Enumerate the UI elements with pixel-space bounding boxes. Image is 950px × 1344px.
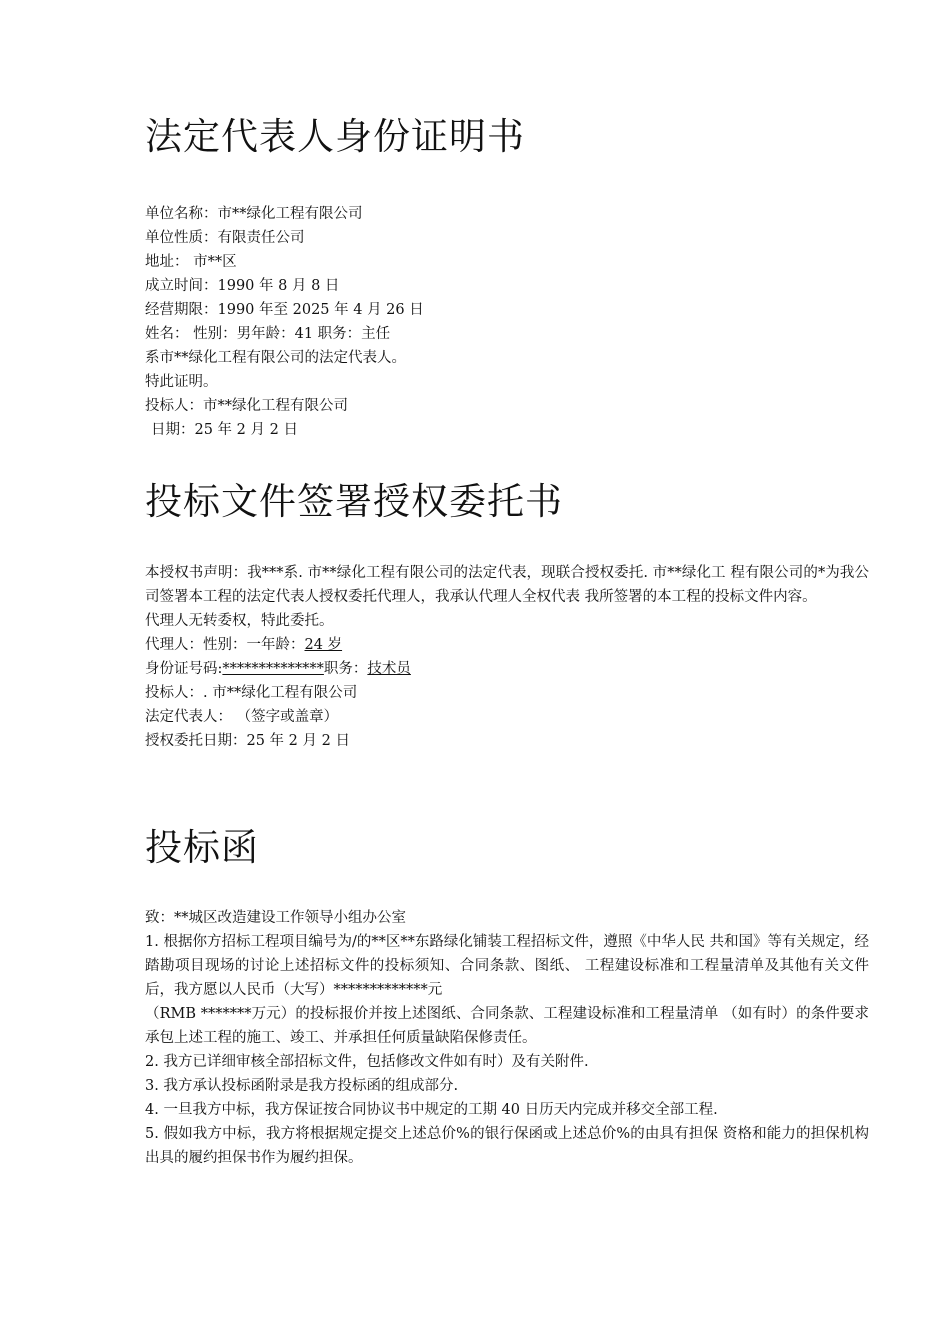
- bid-letter-body: [145, 906, 869, 1170]
- bid-item-5: 5. 假如我方中标，我方将根据规定提交上述总价%的银行保函或上述总价%的由具有担保 资格和能力的担保机构出具的履约担保书作为履约担保。: [145, 1126, 869, 1166]
- agent-info-label: 代理人：性别：一年龄：: [145, 637, 305, 653]
- id-number-value: **************: [222, 661, 324, 677]
- person-info-line: 姓名： 性别：男年龄：41 职务：主任: [145, 326, 391, 342]
- authorization-bidder-line: 投标人：. 市**绿化工程有限公司: [145, 685, 358, 701]
- addressee-line: 致：**城区改造建设工作领导小组办公室: [145, 910, 406, 926]
- authorization-date-line: 授权委托日期：25 年 2 月 2 日: [145, 733, 350, 749]
- bid-item-4: 4. 一旦我方中标，我方保证按合同协议书中规定的工期 40 日历天内完成并移交全部工程.: [145, 1102, 718, 1118]
- legal-rep-certificate-body: [145, 202, 869, 442]
- agent-info-line: [145, 633, 869, 657]
- authorization-letter-title: 投标文件签署授权委托书: [145, 480, 563, 523]
- certify-line: 特此证明。: [145, 374, 218, 390]
- founded-line: 成立时间：1990 年 8 月 8 日: [145, 278, 340, 294]
- authorization-letter-body: [145, 561, 869, 753]
- duty-value: 技术员: [367, 661, 411, 677]
- company-type-line: 单位性质：有限责任公司: [145, 230, 305, 246]
- legal-rep-certificate-title: 法定代表人身份证明书: [145, 115, 525, 158]
- bid-item-2: 2. 我方已详细审核全部招标文件，包括修改文件如有时）及有关附件.: [145, 1054, 589, 1070]
- company-name-line: 单位名称：市**绿化工程有限公司: [145, 206, 363, 222]
- agent-age-value: 24 岁: [304, 637, 343, 653]
- bid-item-1b: （RMB *******万元）的投标报价并按上述图纸、合同条款、工程建设标准和工程量清单 （如有时）的条件要求承包上述工程的施工、竣工、并承担任何质量缺陷保修责任。: [145, 1006, 869, 1046]
- no-transfer-line: 代理人无转委权，特此委托。: [145, 613, 334, 629]
- date-line: 日期：25 年 2 月 2 日: [151, 422, 298, 438]
- legal-rep-signature-line: 法定代表人： （签字或盖章）: [145, 709, 339, 725]
- business-term-line: 经营期限：1990 年至 2025 年 4 月 26 日: [145, 302, 424, 318]
- bidder-line: 投标人：市**绿化工程有限公司: [145, 398, 348, 414]
- bid-item-1a: 1. 根据你方招标工程项目编号为/的**区**东路绿化铺装工程招标文件，遵照《中华人民 共和国》等有关规定，经踏勘项目现场的讨论上述招标文件的投标须知、合同条款、图纸、 工程建设标准和工程量清单及其他有关文件后，我方愿以人民币（大写）*************元: [145, 934, 869, 998]
- bid-item-3: 3. 我方承认投标函附录是我方投标函的组成部分.: [145, 1078, 459, 1094]
- address-line: 地址： 市**区: [145, 254, 237, 270]
- legal-rep-statement-line: 系市**绿化工程有限公司的法定代表人。: [145, 350, 406, 366]
- duty-label: 职务：: [323, 661, 368, 677]
- id-number-label: 身份证号码:: [145, 661, 223, 677]
- bid-letter-title: 投标函: [145, 826, 259, 869]
- authorization-statement: 本授权书声明：我***系. 市**绿化工程有限公司的法定代表，现联合授权委托. 市**绿化工 程有限公司的*为我公司签署本工程的法定代表人授权委托代理人，我承认代理人全权代表 我所签署的本工程的投标文件内容。: [145, 565, 869, 605]
- id-number-line: [145, 657, 869, 681]
